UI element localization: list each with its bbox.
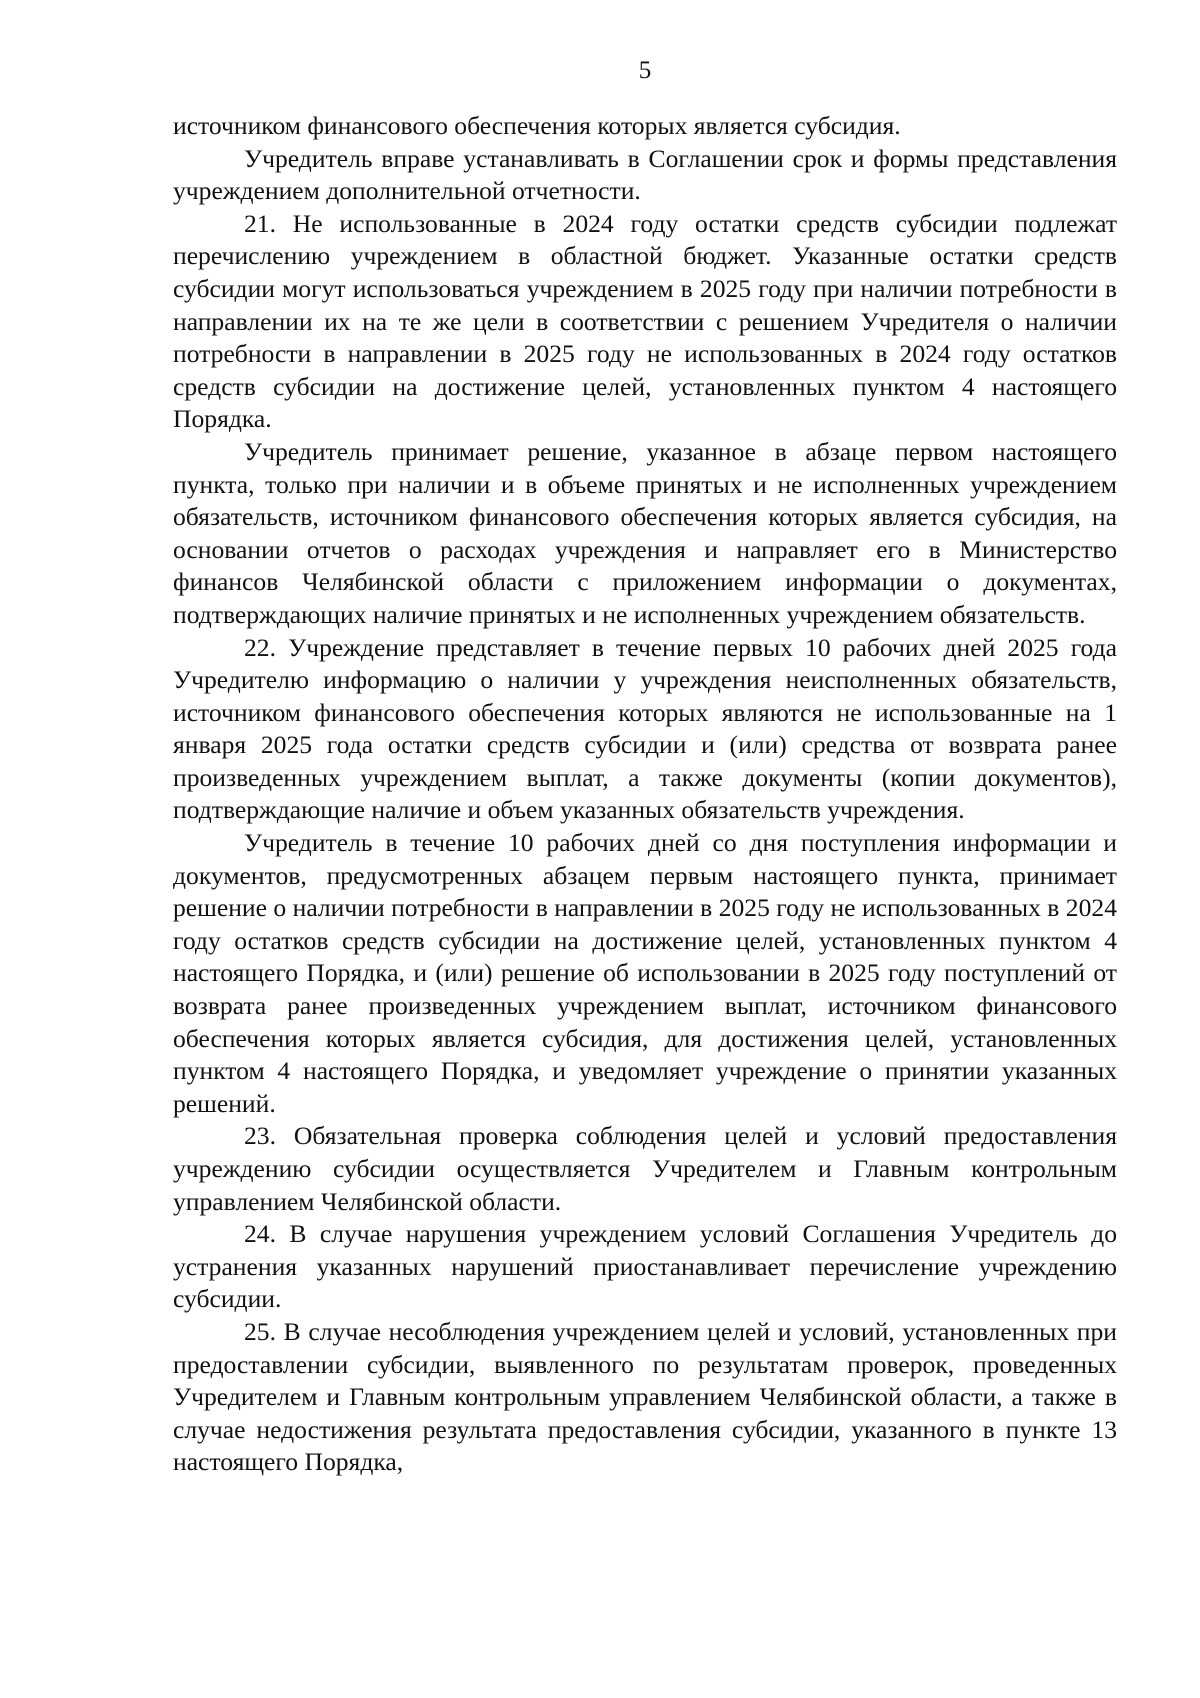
paragraph: источником финансового обеспечения которых является субсидия. [173, 111, 901, 140]
paragraph-item-22: 22. Учреждение представляет в течение первых 10 рабочих дней 2025 года Учредителю информацию о наличии у учреждения неисполненных обязательств, источником финансового обеспечения которых являются не использованные на 1 января 2025 года остатки средств субсидии и (или) средства от возврата ранее произведенных учреждением выплат, а также документы (копии документов), подтверждающие наличие и объем указанных обязательств учреждения. [173, 632, 1117, 825]
paragraph-item-25: 25. В случае несоблюдения учреждением целей и условий, установленных при предоставлении субсидии, выявленного по результатам проверок, проведенных Учредителем и Главным контрольным управлением Челябинской области, а также в случае недостижения результата предоставления субсидии, указанного в пункте 13 настоящего Порядка, [173, 1316, 1117, 1477]
paragraph: Учредитель принимает решение, указанное в абзаце первом настоящего пункта, только при наличии и в объеме принятых и не исполненных учреждением обязательств, источником финансового обеспечения которых является субсидия, на основании отчетов о расходах учреждения и направляет его в Министерство финансов Челябинской области с приложением информации о документах, подтверждающих наличие принятых и не исполненных учреждением обязательств. [173, 436, 1117, 629]
paragraph: Учредитель вправе устанавливать в Соглашении срок и формы представления учреждением дополнительной отчетности. [173, 143, 1117, 206]
paragraph: Учредитель в течение 10 рабочих дней со дня поступления информации и документов, предусмотренных абзацем первым настоящего пункта, принимает решение о наличии потребности в направлении в 2025 году не использованных в 2024 году остатков средств субсидии на достижение целей, установленных пунктом 4 настоящего Порядка, и (или) решение об использовании в 2025 году поступлений от возврата ранее произведенных учреждением выплат, источником финансового обеспечения которых является субсидия, для достижения целей, установленных пунктом 4 настоящего Порядка, и уведомляет учреждение о принятии указанных решений. [173, 828, 1117, 1118]
document-body [173, 110, 1117, 1479]
page-number: 5 [638, 57, 652, 84]
paragraph-item-23: 23. Обязательная проверка соблюдения целей и условий предоставления учреждению субсидии осуществляется Учредителем и Главным контрольным управлением Челябинской области. [173, 1121, 1117, 1216]
paragraph-item-21: 21. Не использованные в 2024 году остатки средств субсидии подлежат перечислению учреждением в областной бюджет. Указанные остатки средств субсидии могут использоваться учреждением в 2025 году при наличии потребности в направлении их на те же цели в соответствии с решением Учредителя о наличии потребности в направлении в 2025 году не использованных в 2024 году остатков средств субсидии на достижение целей, установленных пунктом 4 настоящего Порядка. [173, 208, 1117, 434]
paragraph-item-24: 24. В случае нарушения учреждением условий Соглашения Учредитель до устранения указанных нарушений приостанавливает перечисление учреждению субсидии. [173, 1219, 1117, 1314]
